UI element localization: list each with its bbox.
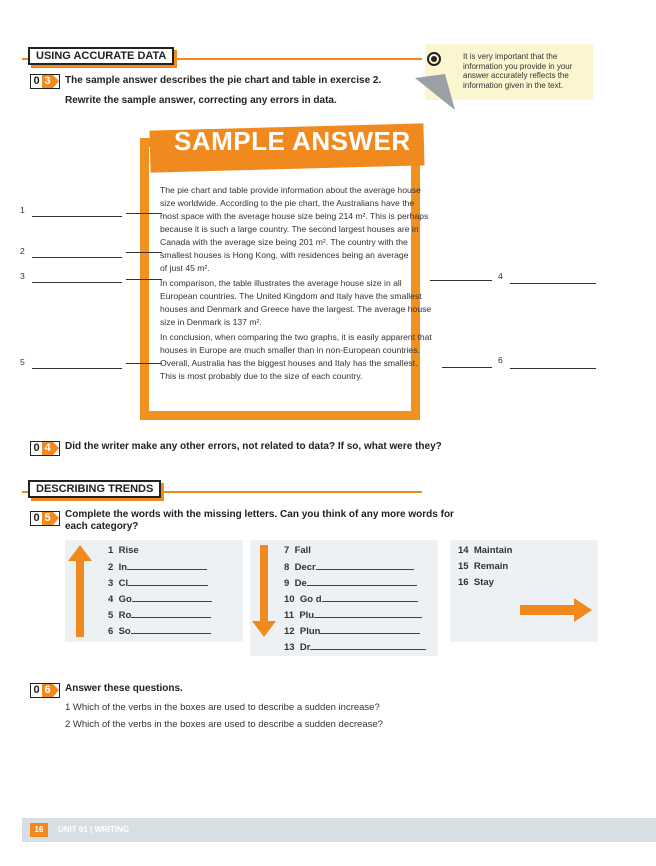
word-item: 12 Plun	[284, 625, 426, 641]
pointer-line-4	[430, 280, 492, 281]
q06-item-1: 1 Which of the verbs in the boxes are used to describe a sudden increase?	[65, 702, 380, 713]
up-arrow-icon	[68, 545, 92, 637]
word-item: 11 Plu	[284, 609, 426, 625]
sample-line: This is most probably due to the size of each country.	[160, 371, 363, 381]
question-number-04: 0 4	[30, 441, 60, 456]
answer-blank-6[interactable]	[510, 368, 596, 369]
pointer-line-3	[126, 279, 162, 280]
q05-line2: each category?	[65, 521, 139, 532]
sample-line: In comparison, the table illustrates the average house size in all	[160, 278, 402, 288]
section-title-accurate-data: USING ACCURATE DATA	[28, 47, 174, 65]
down-arrow-icon	[252, 545, 276, 637]
word-blank[interactable]	[316, 561, 414, 570]
word-item: 16 Stay	[458, 577, 494, 588]
q03-line2: Rewrite the sample answer, correcting any errors in data.	[65, 95, 337, 106]
word-blank[interactable]	[307, 577, 417, 586]
sample-answer-text	[160, 184, 460, 383]
word-item: 6 So	[108, 625, 212, 641]
word-item: 15 Remain	[458, 561, 509, 572]
target-icon	[427, 52, 441, 66]
blank-label-1: 1	[20, 205, 25, 215]
word-blank[interactable]	[322, 593, 418, 602]
sample-line: In conclusion, when comparing the two graphs, it is easily apparent that	[160, 332, 432, 342]
footer-label: UNIT 01 | WRITING	[58, 825, 130, 834]
pointer-line-2	[126, 252, 162, 253]
word-blank[interactable]	[314, 609, 422, 618]
q05-line1: Complete the words with the missing letters. Can you think of any more words for	[65, 509, 454, 520]
word-blank[interactable]	[320, 625, 420, 634]
q06-text: Answer these questions.	[65, 683, 183, 694]
question-number-06: 0 6	[30, 683, 60, 698]
page-number: 16	[30, 823, 48, 837]
pointer-line-6	[442, 367, 492, 368]
answer-blank-5[interactable]	[32, 368, 122, 369]
sample-line: of just 45 m².	[160, 263, 210, 273]
blank-label-3: 3	[20, 271, 25, 281]
blank-label-5: 5	[20, 357, 25, 367]
word-item: 7 Fall	[284, 545, 311, 556]
q04-text: Did the writer make any other errors, not related to data? If so, what were they?	[65, 441, 442, 452]
blank-label-4: 4	[498, 271, 503, 281]
word-item: 3 Cl	[108, 577, 212, 593]
sample-line: most space with the average house size being 214 m². This is perhaps	[160, 211, 429, 221]
sample-line: size in Denmark is 137 m².	[160, 317, 262, 327]
answer-blank-3[interactable]	[32, 282, 122, 283]
tip-text: It is very important that the information you provide in your answer accurately reflects the information given in the text.	[463, 52, 573, 90]
word-item: 14 Maintain	[458, 545, 513, 556]
blank-label-2: 2	[20, 246, 25, 256]
sample-line: Overall, Australia has the biggest houses and Italy has the smallest.	[160, 358, 418, 368]
q06-items	[65, 699, 383, 733]
word-item: 1 Rise	[108, 545, 139, 556]
q06-item-2: 2 Which of the verbs in the boxes are used to describe a sudden decrease?	[65, 719, 383, 730]
word-item: 2 In	[108, 561, 212, 577]
word-list-rise	[108, 545, 212, 641]
word-blank[interactable]	[131, 609, 211, 618]
word-item: 4 Go	[108, 593, 212, 609]
sample-line: size worldwide. According to the pie chart, the Australians have the	[160, 198, 415, 208]
word-blank[interactable]	[310, 641, 426, 650]
word-item: 5 Ro	[108, 609, 212, 625]
tip-arrow-shape	[415, 70, 455, 112]
word-item: 13 Dr	[284, 641, 426, 657]
word-item: 8 Decr	[284, 561, 426, 577]
word-item: 9 De	[284, 577, 426, 593]
section-title-describing-trends: DESCRIBING TRENDS	[28, 480, 161, 498]
sample-line: houses and Denmark and Greece have the largest. The average house	[160, 304, 432, 314]
word-blank[interactable]	[131, 625, 211, 634]
sample-line: The pie chart and table provide information about the average house	[160, 185, 421, 195]
answer-blank-2[interactable]	[32, 257, 122, 258]
sample-line: Canada with the average size being 201 m². The country with the	[160, 237, 408, 247]
word-list-stay	[458, 545, 512, 593]
sample-line: houses in Europe are much smaller than in non-European countries.	[160, 345, 420, 355]
sample-line: European countries. The United Kingdom and Italy have the smallest	[160, 291, 422, 301]
q03-line1: The sample answer describes the pie chart and table in exercise 2.	[65, 75, 382, 86]
pointer-line-5	[126, 363, 162, 364]
word-blank[interactable]	[128, 577, 208, 586]
pointer-line-1	[126, 213, 162, 214]
word-blank[interactable]	[127, 561, 207, 570]
answer-blank-1[interactable]	[32, 216, 122, 217]
right-arrow-icon	[520, 598, 592, 622]
sample-line: smallest houses is Hong Kong, with residences being an average	[160, 250, 409, 260]
word-item: 10 Go d	[284, 593, 426, 609]
sample-answer-heading: SAMPLE ANSWER	[174, 126, 411, 156]
question-number-05: 0 5	[30, 511, 60, 526]
answer-blank-4[interactable]	[510, 283, 596, 284]
question-number-03: 0 3	[30, 74, 60, 89]
word-list-fall	[284, 545, 426, 657]
blank-label-6: 6	[498, 355, 503, 365]
sample-line: because it is such a large country. The second largest houses are in	[160, 224, 419, 234]
word-blank[interactable]	[132, 593, 212, 602]
